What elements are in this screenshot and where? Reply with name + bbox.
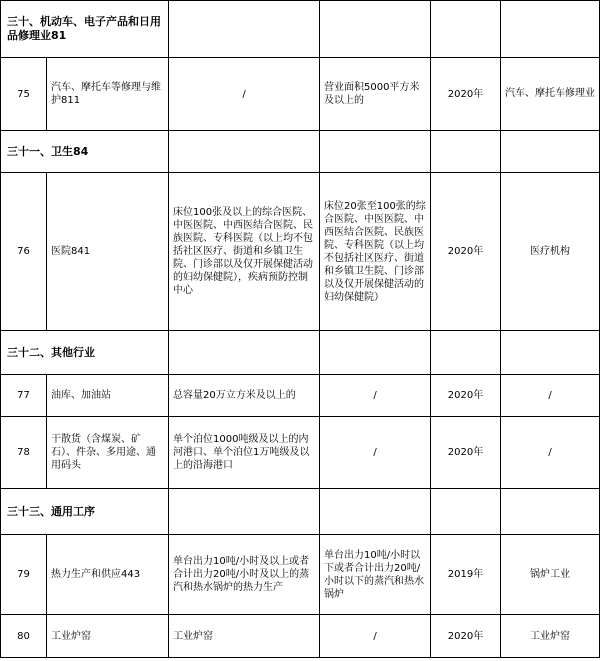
industry-name: 热力生产和供应443	[47, 535, 169, 615]
year-cell: 2020年	[431, 615, 501, 658]
empty-cell	[169, 1, 320, 58]
empty-cell	[169, 131, 320, 173]
empty-cell	[431, 131, 501, 173]
empty-cell	[320, 131, 431, 173]
register-scope-cell: /	[320, 417, 431, 489]
industry-name: 工业炉窑	[47, 615, 169, 658]
empty-cell	[431, 489, 501, 535]
category-cell: 汽车、摩托车修理业	[501, 58, 600, 131]
report-scope-cell: 总容量20万立方米及以上的	[169, 375, 320, 417]
row-number: 77	[1, 375, 47, 417]
row-number: 75	[1, 58, 47, 131]
category-cell: 锅炉工业	[501, 535, 600, 615]
empty-cell	[501, 1, 600, 58]
empty-cell	[320, 489, 431, 535]
industry-name: 医院841	[47, 173, 169, 331]
report-scope-cell: /	[169, 58, 320, 131]
report-scope-cell: 工业炉窑	[169, 615, 320, 658]
year-cell: 2019年	[431, 535, 501, 615]
section-title: 三十、机动车、电子产品和日用品修理业81	[1, 1, 169, 58]
register-scope-cell: 床位20张至100张的综合医院、中医医院、中西医结合医院、民族医院、专科医院（以上均不包括社区医疗、街道和乡镇卫生院、门诊部以及仅开展保健活动的妇幼保健院）	[320, 173, 431, 331]
empty-cell	[169, 331, 320, 375]
empty-cell	[320, 331, 431, 375]
industry-name: 干散货（含煤炭、矿石）、件杂、多用途、通用码头	[47, 417, 169, 489]
category-cell: /	[501, 417, 600, 489]
row-number: 80	[1, 615, 47, 658]
section-title: 三十二、其他行业	[1, 331, 169, 375]
row-number: 78	[1, 417, 47, 489]
empty-cell	[501, 331, 600, 375]
section-title: 三十一、卫生84	[1, 131, 169, 173]
section-row	[1, 1, 600, 58]
row-number: 79	[1, 535, 47, 615]
industry-name: 油库、加油站	[47, 375, 169, 417]
empty-cell	[431, 1, 501, 58]
empty-cell	[501, 489, 600, 535]
empty-cell	[501, 131, 600, 173]
register-scope-cell: /	[320, 375, 431, 417]
empty-cell	[320, 1, 431, 58]
year-cell: 2020年	[431, 417, 501, 489]
section-row	[1, 331, 600, 375]
empty-cell	[431, 331, 501, 375]
row-number: 76	[1, 173, 47, 331]
industry-name: 汽车、摩托车等修理与维护811	[47, 58, 169, 131]
table-row	[1, 535, 600, 615]
report-scope-cell: 单个泊位1000吨级及以上的内河港口、单个泊位1万吨级及以上的沿海港口	[169, 417, 320, 489]
year-cell: 2020年	[431, 173, 501, 331]
table-row	[1, 375, 600, 417]
category-cell: /	[501, 375, 600, 417]
category-cell: 医疗机构	[501, 173, 600, 331]
section-row	[1, 131, 600, 173]
table-row	[1, 58, 600, 131]
register-scope-cell: 单台出力10吨/小时以下或者合计出力20吨/小时以下的蒸汽和热水锅炉	[320, 535, 431, 615]
register-scope-cell: /	[320, 615, 431, 658]
section-row	[1, 489, 600, 535]
year-cell: 2020年	[431, 375, 501, 417]
report-scope-cell: 单台出力10吨/小时及以上或者合计出力20吨/小时及以上的蒸汽和热水锅炉的热力生产	[169, 535, 320, 615]
table-row	[1, 173, 600, 331]
report-scope-cell: 床位100张及以上的综合医院、中医医院、中西医结合医院、民族医院、专科医院（以上均不包括社区医疗、街道和乡镇卫生院、门诊部以及仅开展保健活动的妇幼保健院），疾病预防控制中心	[169, 173, 320, 331]
empty-cell	[169, 489, 320, 535]
category-cell: 工业炉窑	[501, 615, 600, 658]
year-cell: 2020年	[431, 58, 501, 131]
table-row	[1, 615, 600, 658]
table-row	[1, 417, 600, 489]
section-title: 三十三、通用工序	[1, 489, 169, 535]
register-scope-cell: 营业面积5000平方米及以上的	[320, 58, 431, 131]
